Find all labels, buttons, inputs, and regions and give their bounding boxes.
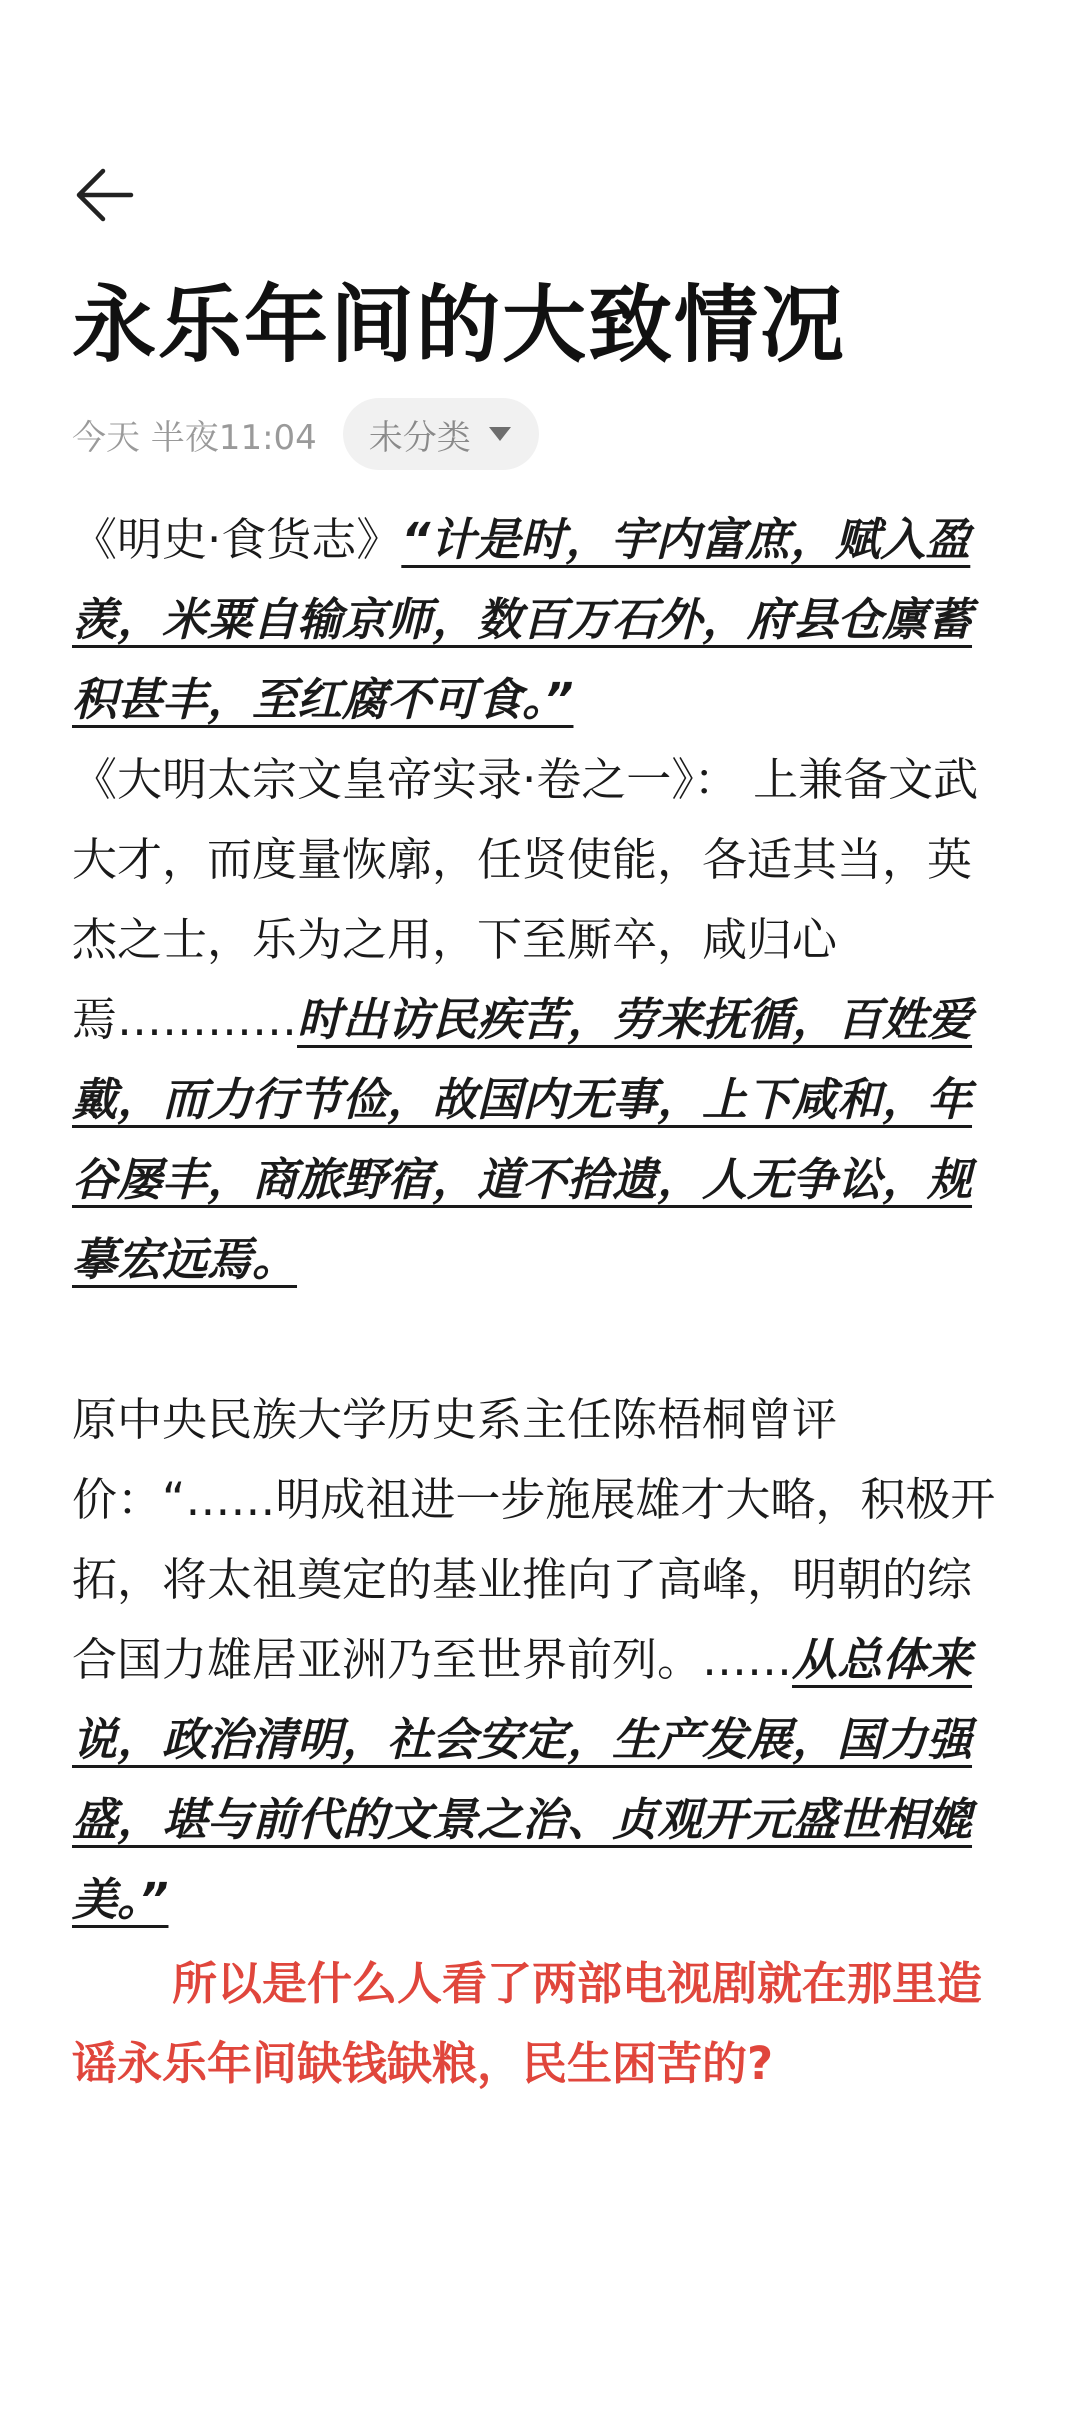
source-title: 《明史·食货志》 [72,513,402,566]
highlighted-quote: 时出访民疾苦，劳来抚循，百姓爱戴，而力行节俭，故国内无事，上下咸和，年谷屡丰，商旅野宿，道不拾遗，人无争讼，规摹宏远焉。 [72,993,973,1286]
blank-line [72,1300,1012,1380]
page-title: 永乐年间的大致情况 [72,276,847,374]
highlighted-quote: “计是时，宇内富庶，赋入盈羡，米粟自输京师，数百万石外，府县仓廪蓄积甚丰，至红腐不可食。” [72,513,973,726]
caret-down-icon [487,425,513,443]
paragraph-mingshi [72,500,1012,740]
category-label: 未分类 [368,417,471,458]
arrow-left-icon [73,163,137,227]
note-body[interactable] [72,500,1012,2104]
paragraph-chen-wutong [72,1380,1012,1940]
paragraph-shilu [72,740,1012,1300]
source-text: 《大明太宗文皇帝实录·卷之一》： 上兼备文武大才，而度量恢廓，任贤使能，各适其当，英杰之士，乐为之用，下至厮卒，咸归心焉………… [72,753,979,1046]
timestamp: 今天 半夜11:04 [72,417,317,458]
conclusion-text: 所以是什么人看了两部电视剧就在那里造谣永乐年间缺钱缺粮，民生困苦的? [72,1957,983,2090]
highlighted-quote: 从总体来说，政治清明，社会安定，生产发展，国力强盛，堪与前代的文景之治、贞观开元盛世相媲美。” [72,1633,973,1926]
evaluation-text: 原中央民族大学历史系主任陈梧桐曾评价：“……明成祖进一步施展雄才大略，积极开拓，将太祖奠定的基业推向了高峰，明朝的综合国力雄居亚洲乃至世界前列。…… [72,1393,996,1686]
back-button[interactable] [70,160,140,230]
category-dropdown[interactable] [343,398,539,470]
note-meta [72,398,539,470]
